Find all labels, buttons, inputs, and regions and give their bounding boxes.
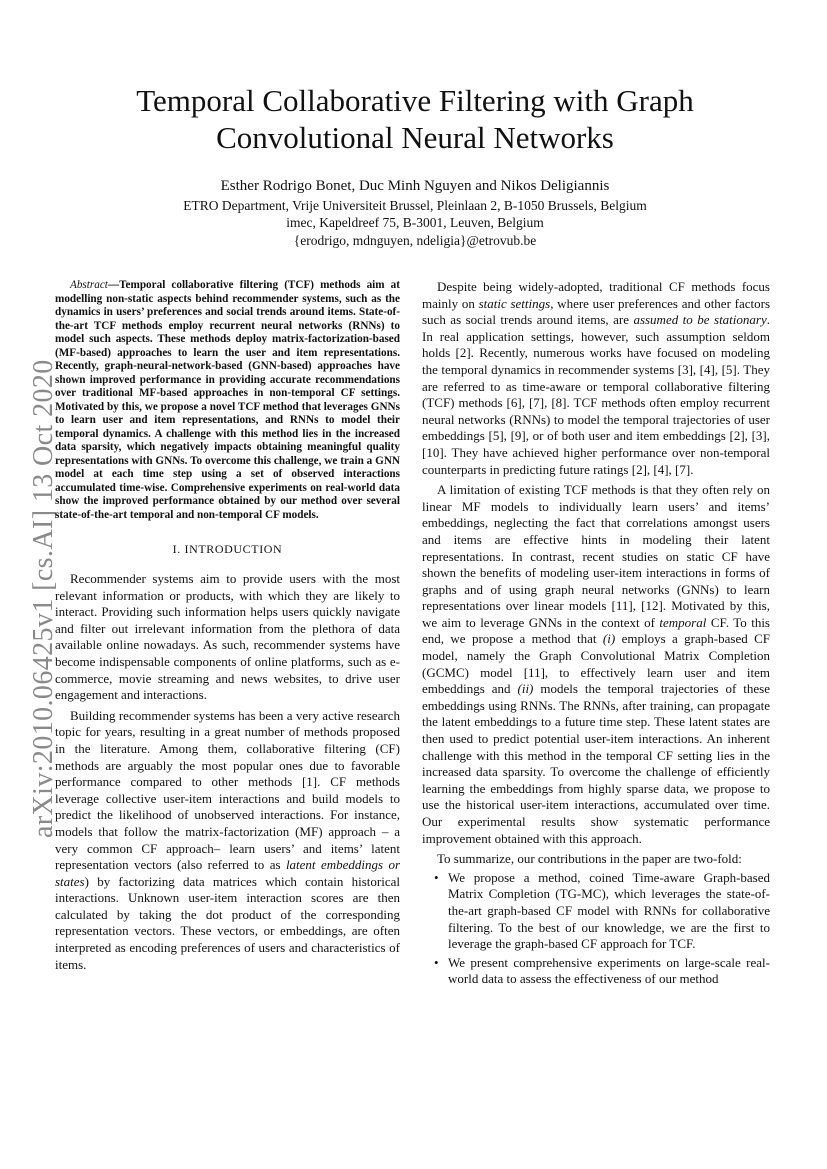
contributions-list — [422, 870, 770, 988]
emphasis: static settings — [478, 295, 551, 311]
emphasis: latent embeddings or states — [55, 857, 401, 889]
section-title: INTRODUCTION — [184, 542, 283, 556]
list-item-text: We present comprehensive experiments on large-scale real-world data to assess the effectiveness of our method — [448, 954, 770, 987]
arxiv-identifier: arXiv:2010.06425v1 [cs.AI] 13 Oct 2020 — [28, 359, 59, 838]
text-span: models the temporal trajectories of these embeddings using RNNs. The RNNs, after training, can propagate the latent embeddings to a future time step. These latent states are then used to predict potential user-item interactions. An inherent challenge with this method in the temporal CF setting lies in the increased data sparsity. To overcome the challenge of efficiently learning the embeddings from highly sparse data, we propose to use the historical user-item interactions, accumulated over time. Our experimental results show systematic performance improvement obtained with this approach. — [422, 681, 770, 846]
text-span: ) by factorizing data matrices which contain historical interactions. Unknown user-item interaction scores are then calculated by taking the dot product of the corresponding representation vectors. These vectors, or embeddings, are often interpreted as encoding preferences of users and characteristics of items. — [55, 873, 400, 972]
intro-paragraph-2 — [55, 708, 400, 974]
emphasis: assumed to be stationary — [633, 312, 767, 328]
emphasis: temporal — [659, 614, 707, 630]
text-span: employs a graph-based CF model, namely the Graph Convolutional Matrix Completion (GCMC) model [11], to effectively learn user and item embeddings and — [422, 631, 770, 697]
list-item — [422, 870, 770, 953]
list-item-text: We propose a method, coined Time-aware Graph-based Matrix Completion (TG-MC), which leverages the state-of-the-art graph-based CF model with RNNs for collaborative filtering. To the best of our knowledge, we are the first to leverage the graph-based CF approach for TCF. — [448, 869, 770, 952]
text-span: Despite being widely-adopted, traditional CF methods focus mainly on — [422, 279, 770, 311]
emphasis: (i) — [602, 631, 616, 647]
text-span: CF. To this end, we propose a method that — [422, 614, 770, 647]
intro-paragraph-4 — [422, 482, 770, 847]
section-heading-introduction — [55, 542, 400, 557]
abstract — [55, 279, 400, 522]
contributions-intro: To summarize, our contributions in the paper are two-fold: — [437, 851, 742, 867]
text-span: . In real application settings, however, such assumption seldom holds [2]. Recently, numerous works have focused on modeling the temporal dynamics in recommender systems [3], [4], [5]. They are referred to as time-aware or temporal collaborative filtering (TCF) methods [6], [7], [8]. TCF methods often employ recurrent neural networks (RNNs) to model the temporal trajectories of user embeddings [5], [9], or of both user and item embeddings [2], [3], [10]. They have achieved higher performance over non-temporal counterparts in predicting future ratings [2], [4], [7]. — [422, 312, 770, 477]
text-span: Building recommender systems has been a very active research topic for years, resulting in a great number of methods proposed in the literature. Among them, collaborative filtering (CF) methods are arguably the most popular ones due to favorable performance compared to other methods [1]. CF methods leverage collective user-item interactions and build models to predict the likelihood of unobserved interactions. For instance, models that follow the matrix-factorization (MF) approach – a very common CF approach– learn users’ and items’ latent representation vectors (also referred to as — [55, 707, 400, 873]
emphasis: (ii) — [517, 681, 534, 697]
left-column — [55, 279, 400, 973]
paper-title: Temporal Collaborative Filtering with Graph Convolutional Neural Networks — [136, 83, 694, 155]
bullet-icon: • — [434, 954, 439, 970]
list-item — [422, 955, 770, 988]
intro-paragraph-1: Recommender systems aim to provide users with the most relevant information or products, with which they are likely to interact. Providing such information helps users quickly navigate and filter out irrelevant information from the plethora of data available online nowadays. As such, recommender systems have become indispensable components of online platforms, such as e-commerce, movie streaming and news websites, to drive user engagement and interactions. — [55, 571, 400, 703]
right-column — [422, 279, 770, 990]
bullet-icon: • — [434, 869, 439, 885]
section-number: I. — [172, 542, 185, 556]
text-span: A limitation of existing TCF methods is that they often rely on linear MF models to individually learn users’ and items’ embeddings, neglecting the fact that correlations amongst users and items are effective hints in modeling their latent representations. In contrast, recent studies on static CF have shown the benefits of modeling user-item interactions in forms of graphs and of using graph neural networks (GNNs) to learn representations over linear models [11], [12]. Motivated by this, we aim to leverage GNNs in the context of — [422, 482, 770, 630]
intro-paragraph-3 — [422, 279, 770, 478]
text-span: , where user preferences and other factors such as social trends around items, are — [422, 295, 771, 328]
author-list: Esther Rodrigo Bonet, Duc Minh Nguyen and Nikos Deligiannis — [220, 178, 610, 194]
author-emails: {erodrigo, mdnguyen, ndeligia}@etrovub.be — [293, 233, 537, 248]
affiliation-line-2: imec, Kapeldreef 75, B-3001, Leuven, Belgium — [286, 215, 544, 230]
abstract-text: —Temporal collaborative filtering (TCF) methods aim at modelling non-static aspects behind recommender systems, such as the dynamics in users’ preferences and social trends around items. State-of-the-art TCF methods employ recurrent neural networks (RNNs) to model such aspects. These methods deploy matrix-factorization-based (MF-based) approaches to learn the user and item representations. Recently, graph-neural-network-based (GNN-based) approaches have shown improved performance in providing accurate recommendations over traditional MF-based approaches in non-temporal CF settings. Motivated by this, we propose a novel TCF method that leverages GNNs to learn user and item representations, and RNNs to model their temporal dynamics. A challenge with this method lies in the increased data sparsity, which negatively impacts obtaining meaningful quality representations with GNNs. To overcome this challenge, we train a GNN model at each time step using a set of observed interactions accumulated time-wise. Comprehensive experiments on real-world data show the improved performance obtained by our method over several state-of-the-art temporal and non-temporal CF models. — [55, 279, 400, 521]
affiliation-line-1: ETRO Department, Vrije Universiteit Brussel, Pleinlaan 2, B-1050 Brussels, Belgium — [183, 198, 647, 213]
abstract-lead: Abstract — [70, 279, 108, 291]
